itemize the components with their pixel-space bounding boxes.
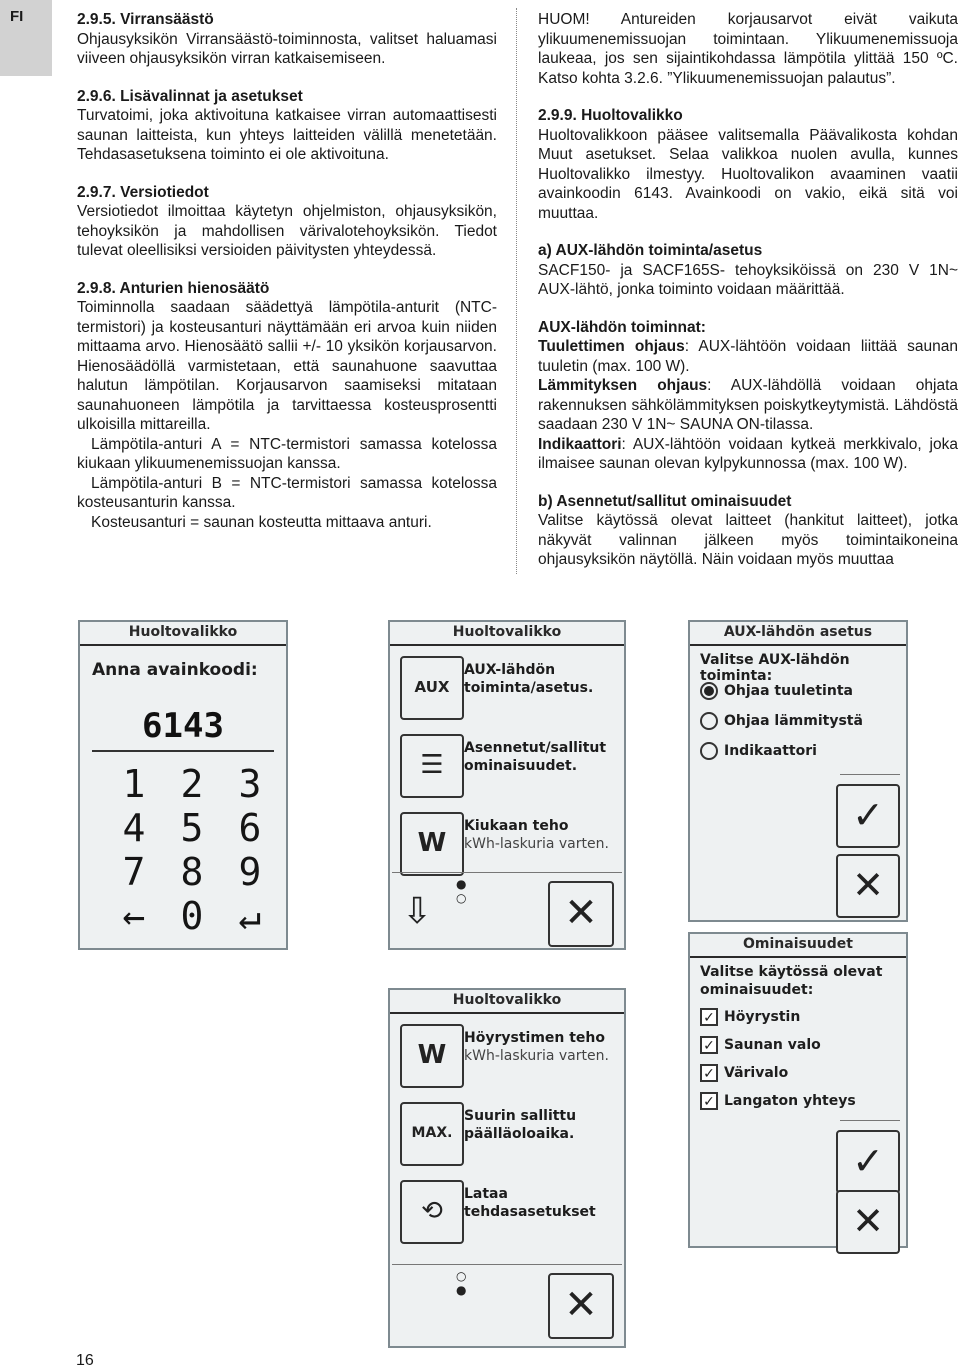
menu-item-max-on-time[interactable] [392, 1094, 622, 1172]
heating-text: : AUX-lähdöllä voidaan ohjata rakennuksen sähkölämmityksen poiskytkeytymistä. Lähdöstä saadaan 230 V 1N~ SAUNA ON-tilassa. [538, 377, 958, 433]
menu-item-title: Kiukaan teho [464, 818, 569, 834]
menu-item-subtitle: ominaisuudet. [464, 758, 578, 774]
factory-reset-icon: ⟲ [400, 1180, 464, 1244]
indicator [538, 435, 958, 474]
language-label: FI [10, 8, 24, 25]
menu-item-title: AUX-lähdön [464, 662, 556, 678]
menu-item-title: Lataa [464, 1186, 508, 1202]
key-6[interactable]: 6 [238, 806, 262, 850]
confirm-button[interactable]: ✓ [836, 784, 900, 848]
key-2[interactable]: 2 [180, 762, 204, 806]
menu-item-subtitle: kWh-laskuria varten. [464, 1048, 609, 1064]
code-display: 6143 [142, 706, 224, 746]
checkbox-checked-icon: ✓ [700, 1008, 718, 1026]
section-text: Huoltovalikkoon pääsee valitsemalla Päävalikosta kohdan Muut asetukset. Selaa valikkoa nuolen avulla, kunnes Huoltovalikko ilmestyy. Huoltovalikon avaaminen vaatii avainkoodin 6143. Avainkoodi on vakio, eikä sitä voi muuttaa. [538, 126, 958, 222]
option-color-light[interactable] [700, 1064, 788, 1082]
key-8[interactable]: 8 [180, 850, 204, 894]
aux-functions [538, 318, 958, 474]
option-label: Höyrystin [724, 1009, 801, 1025]
language-tab [0, 0, 52, 76]
page-indicator-icon: ○ ● [456, 1269, 467, 1297]
heating-label: Lämmityksen ohjaus [538, 377, 708, 394]
menu-item-title: Asennetut/sallitut [464, 740, 607, 756]
aux-icon: AUX [400, 656, 464, 720]
section-heading: 2.9.6. Lisävalinnat ja asetukset [77, 87, 303, 105]
fan-control [538, 337, 958, 376]
button-divider [840, 774, 900, 775]
screen-title: Huoltovalikko [128, 624, 238, 640]
option-sauna-light[interactable] [700, 1036, 821, 1054]
indicator-text: : AUX-lähtöön voidaan kytkeä merkkivalo, joka ilmaisee saunan olevan kylpykunnossa (max. 100 W). [538, 435, 958, 472]
screen-prompt: Valitse AUX-lähdön toiminta: [700, 652, 850, 684]
menu-item-heater-power[interactable] [392, 804, 622, 882]
menu-item-subtitle: kWh-laskuria varten. [464, 836, 609, 852]
section-2-9-7 [77, 183, 497, 261]
heating-control [538, 376, 958, 435]
menu-item-title: Suurin sallittu [464, 1108, 577, 1124]
indicator-label: Indikaattori [538, 435, 622, 453]
close-button[interactable]: ✕ [548, 881, 614, 947]
section-text: Versiotiedot ilmoittaa käytetyn ohjelmiston, ohjausyksikön, tehoyksikön ja mahdollisen värivalotehoyksikön. Tiedot tulevat oleellisiksi versioiden päivitysten yhteydessä. [77, 203, 497, 259]
menu-item-aux[interactable] [392, 648, 622, 726]
section-text: Ohjausyksikön Virransäästö-toiminnosta, valitset haluamasi viiveen ohjausyksikön virran katkaisemiseen. [77, 30, 497, 67]
key-9[interactable]: 9 [238, 850, 262, 894]
section-heading: 2.9.9. Huoltovalikko [538, 107, 683, 124]
service-menu-screen-2 [388, 988, 626, 1348]
key-5[interactable]: 5 [180, 806, 204, 850]
section-heading: 2.9.5. Virransäästö [77, 11, 214, 28]
service-menu-screen-1 [388, 620, 626, 950]
menu-footer [392, 1264, 622, 1345]
menu-item-subtitle: toiminta/asetus. [464, 680, 594, 696]
menu-item-title: Höyrystimen teho [464, 1030, 606, 1046]
aux-section [538, 241, 958, 300]
button-divider [840, 1120, 900, 1121]
title-underline [390, 644, 624, 646]
option-indicator[interactable] [700, 742, 817, 760]
features-section [538, 492, 958, 570]
sensor-b-text: Lämpötila-anturi B = NTC-termistori samassa kotelossa kosteusanturin kanssa. [77, 474, 497, 511]
code-underline [92, 750, 274, 752]
menu-item-factory-reset[interactable] [392, 1172, 622, 1250]
features-heading: b) Asennetut/sallitut ominaisuudet [538, 492, 792, 510]
page-number: 16 [76, 1352, 94, 1369]
key-4[interactable]: 4 [122, 806, 146, 850]
screen-title: AUX-lähdön asetus [723, 624, 873, 640]
menu-item-steamer-power[interactable] [392, 1016, 622, 1094]
key-0[interactable]: 0 [180, 894, 204, 938]
checkbox-checked-icon: ✓ [700, 1064, 718, 1082]
menu-footer [392, 872, 622, 953]
option-label: Indikaattori [724, 743, 817, 759]
close-button[interactable]: ✕ [548, 1273, 614, 1339]
right-column [538, 10, 958, 588]
key-3[interactable]: 3 [238, 762, 262, 806]
option-label: Ohjaa tuuletinta [724, 683, 853, 699]
steamer-power-icon: W [400, 1024, 464, 1088]
sensor-a-text: Lämpötila-anturi A = NTC-termistori samassa kotelossa kiukaan ylikuumenemissuojan kanssa. [77, 435, 497, 472]
heater-power-icon: W [400, 812, 464, 876]
screen-title: Huoltovalikko [452, 624, 562, 640]
cancel-button[interactable]: ✕ [836, 854, 900, 918]
keypad-screen [78, 620, 288, 950]
option-steamer[interactable] [700, 1008, 800, 1026]
menu-item-subtitle: tehdasasetukset [464, 1204, 596, 1220]
title-underline [690, 956, 906, 958]
screen-title: Huoltovalikko [452, 992, 562, 1008]
aux-text: SACF150- ja SACF165S- tehoyksiköissä on 230 V 1N~ AUX-lähtö, jonka toiminto voidaan määrittää. [538, 261, 958, 298]
section-text: Toiminnolla saadaan säädettyä lämpötila-anturit (NTC-termistori) ja kosteusanturi näyttämään eri arvoa kuin niiden mittaama arvo. Hienosäätö sallii +/- 10 yksikön korjausarvon. Hienosäädöllä varmistetaan, että saunahuone saavuttaa halutun lämpötilan. Korjausarvon saamiseksi mitataan saunahuoneen lämpötila ja tarvittaessa kosteusprosentti ulkoisilla mittareilla. [77, 299, 497, 433]
next-page-arrow-icon[interactable]: ⇩ [402, 891, 433, 932]
section-heading: 2.9.7. Versiotiedot [77, 183, 209, 201]
screen-prompt-line-2: ominaisuudet: [700, 982, 814, 998]
page-indicator-icon: ● ○ [456, 877, 467, 905]
aux-heading: a) AUX-lähdön toiminta/asetus [538, 242, 763, 259]
fan-label: Tuulettimen ohjaus [538, 338, 685, 355]
note-text: HUOM! Antureiden korjausarvot eivät vaikuta ylikuumenemissuojan toimintaan. Ylikuumenemissuoja laukeaa, jos sen sijaintikohdassa lämpötila ylittää 150 ºC. Katso kohta 3.2.6. ”Ylikuumenemissuojan palautus”. [538, 11, 958, 87]
checkbox-checked-icon: ✓ [700, 1036, 718, 1054]
option-label: Värivalo [724, 1065, 789, 1081]
section-2-9-5 [77, 10, 497, 69]
option-heating[interactable] [700, 712, 863, 730]
option-label: Langaton yhteys [724, 1093, 856, 1109]
title-underline [80, 644, 286, 646]
max-time-icon: MAX. [400, 1102, 464, 1166]
checkbox-checked-icon: ✓ [700, 1092, 718, 1110]
radio-icon [700, 742, 718, 760]
humidity-sensor-text: Kosteusanturi = saunan kosteutta mittaava anturi. [91, 513, 432, 531]
note [538, 10, 958, 88]
option-wireless[interactable] [700, 1092, 856, 1110]
title-underline [690, 644, 906, 646]
keypad [108, 762, 276, 938]
features-text: Valitse käytössä olevat laitteet (hankitut laitteet), jotka näkyvät valinnan jälkeen myös toimintaikoneina ohjausyksikön näytöllä. Näin voidaan myös muuttaa [538, 512, 958, 568]
code-prompt: Anna avainkoodi: [92, 660, 258, 680]
section-text: Turvatoimi, joka aktivoituna katkaisee virran automaattisesti saunan laitteista, kun yhteys laitteiden välillä menetetään. Tehdasasetuksena toiminto ei ole aktivoituna. [77, 107, 497, 163]
checklist-icon: ☰ [400, 734, 464, 798]
fan-text: : AUX-lähtöön voidaan liittää saunan tuuletin (max. 100 W). [538, 338, 958, 375]
key-1[interactable]: 1 [122, 762, 146, 806]
section-2-9-6 [77, 87, 497, 165]
option-label: Saunan valo [724, 1037, 821, 1053]
radio-icon [700, 712, 718, 730]
left-column [77, 10, 497, 550]
menu-item-features[interactable] [392, 726, 622, 804]
option-label: Ohjaa lämmitystä [724, 713, 863, 729]
option-fan[interactable] [700, 682, 853, 700]
features-screen [688, 932, 908, 1248]
aux-functions-heading: AUX-lähdön toiminnat: [538, 318, 706, 336]
aux-setup-screen [688, 620, 908, 922]
screen-prompt-line-1: Valitse käytössä olevat [700, 964, 883, 980]
cancel-button[interactable]: ✕ [836, 1190, 900, 1254]
title-underline [390, 1012, 624, 1014]
confirm-button[interactable]: ✓ [836, 1130, 900, 1194]
section-2-9-9 [538, 106, 958, 223]
backspace-key[interactable]: ← [122, 894, 146, 938]
section-2-9-8 [77, 279, 497, 533]
key-7[interactable]: 7 [122, 850, 146, 894]
enter-key[interactable]: ↵ [238, 894, 262, 938]
menu-item-subtitle: päälläoloaika. [464, 1126, 575, 1142]
radio-selected-icon [700, 682, 718, 700]
section-heading: 2.9.8. Anturien hienosäätö [77, 279, 270, 297]
column-divider [516, 8, 517, 574]
screen-title: Ominaisuudet [743, 936, 853, 952]
